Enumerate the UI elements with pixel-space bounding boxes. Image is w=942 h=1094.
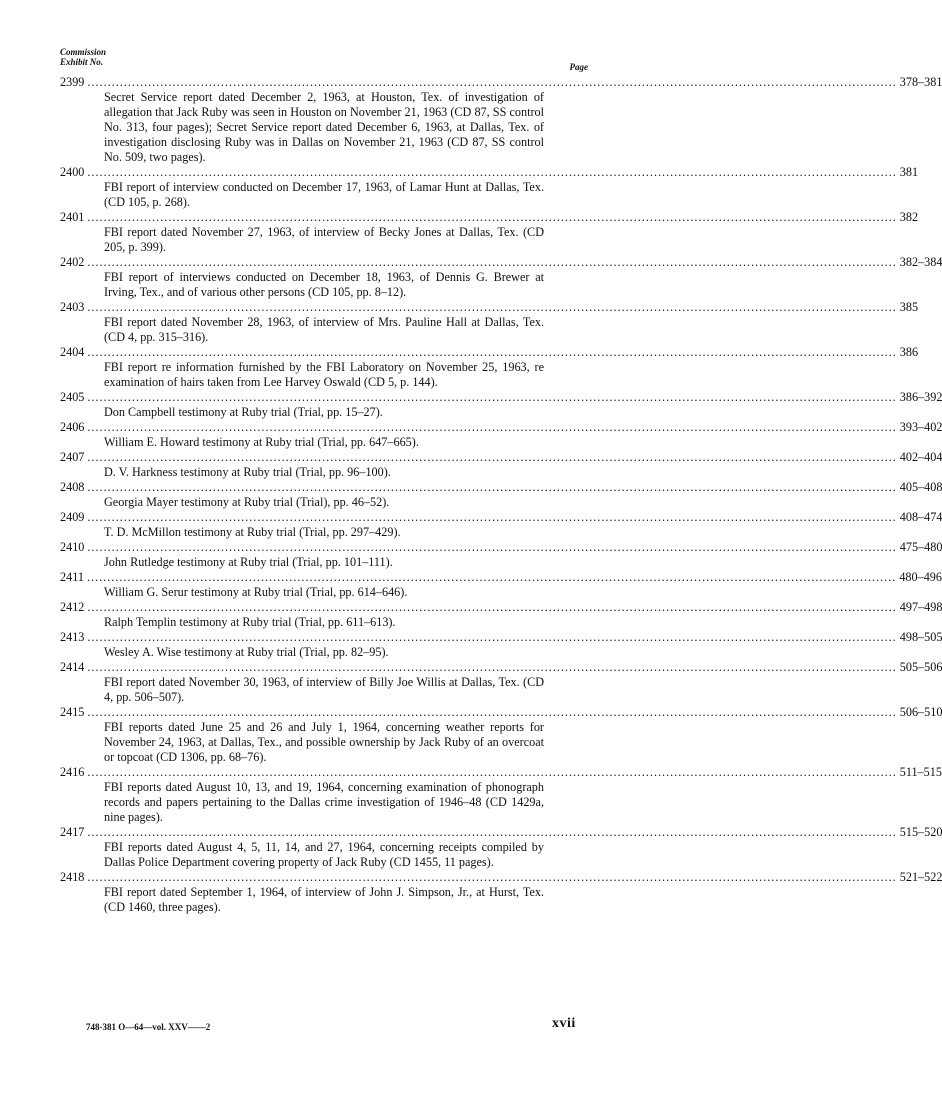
exhibit-number: 2410	[60, 540, 85, 554]
exhibit-number: 2401	[60, 210, 85, 224]
exhibit-number: 2408	[60, 480, 85, 494]
entry-heading-line	[60, 600, 942, 615]
page-reference: 480–496	[899, 570, 942, 584]
exhibit-number: 2411	[60, 570, 84, 584]
entry-heading-line	[60, 210, 919, 225]
dot-leader: ........................................................................................................................................................................................................	[87, 420, 897, 434]
page-reference: 505–506	[899, 660, 942, 674]
page-reference: 385	[899, 300, 919, 314]
page-reference: 386–392	[899, 390, 942, 404]
exhibit-entry	[60, 390, 942, 420]
exhibit-number: 2400	[60, 165, 85, 179]
page-reference: 382–384	[899, 255, 942, 269]
entry-heading-line	[60, 705, 942, 720]
dot-leader: ........................................................................................................................................................................................................	[87, 255, 897, 269]
entry-heading-line	[60, 420, 942, 435]
exhibit-description: FBI reports dated August 4, 5, 11, 14, and 27, 1964, concerning receipts compiled by Dallas Police Department covering property of Jack Ruby (CD 1455, 11 pages).	[104, 840, 544, 869]
exhibit-description: Don Campbell testimony at Ruby trial (Trial, pp. 15–27).	[104, 405, 383, 419]
entry-heading-line	[60, 480, 942, 495]
entry-heading-line	[60, 345, 919, 360]
exhibit-entry	[60, 165, 919, 210]
exhibit-description: William E. Howard testimony at Ruby trial (Trial, pp. 647–665).	[104, 435, 419, 449]
page-reference: 506–510	[899, 705, 942, 719]
exhibit-number: 2413	[60, 630, 85, 644]
exhibit-number: 2412	[60, 600, 85, 614]
dot-leader: ........................................................................................................................................................................................................	[87, 630, 897, 644]
dot-leader: ........................................................................................................................................................................................................	[87, 390, 897, 404]
exhibit-entry	[60, 255, 942, 300]
page-reference: 382	[899, 210, 919, 224]
exhibit-entry	[60, 705, 942, 765]
page-reference: 515–520	[899, 825, 942, 839]
dot-leader: ........................................................................................................................................................................................................	[87, 210, 897, 224]
entry-heading-line	[60, 825, 942, 840]
entry-heading-line	[60, 300, 919, 315]
exhibit-description: FBI report dated November 28, 1963, of interview of Mrs. Pauline Hall at Dallas, Tex. (CD 4, pp. 315–316).	[104, 315, 544, 344]
exhibit-number: 2417	[60, 825, 85, 839]
exhibit-description: D. V. Harkness testimony at Ruby trial (Trial, pp. 96–100).	[104, 465, 391, 479]
page-reference: 408–474	[899, 510, 942, 524]
exhibit-description: T. D. McMillon testimony at Ruby trial (Trial, pp. 297–429).	[104, 525, 401, 539]
page-reference: 386	[899, 345, 919, 359]
exhibit-column-heading	[60, 47, 588, 67]
entry-heading-line	[60, 570, 942, 585]
exhibit-entry	[60, 660, 942, 705]
dot-leader: ........................................................................................................................................................................................................	[87, 300, 897, 314]
dot-leader: ........................................................................................................................................................................................................	[87, 660, 897, 674]
page-reference: 393–402	[899, 420, 942, 434]
entry-heading-line	[60, 75, 942, 90]
index-page	[60, 47, 942, 915]
exhibit-entry	[60, 825, 942, 870]
exhibit-description: William G. Serur testimony at Ruby trial (Trial, pp. 614–646).	[104, 585, 408, 599]
exhibit-entry	[60, 210, 919, 255]
exhibit-description: FBI report re information furnished by the FBI Laboratory on November 25, 1963, re examination of hairs taken from Lee Harvey Oswald (CD 5, p. 144).	[104, 360, 544, 389]
exhibit-description: FBI report dated November 27, 1963, of interview of Becky Jones at Dallas, Tex. (CD 205, p. 399).	[104, 225, 544, 254]
dot-leader: ........................................................................................................................................................................................................	[87, 75, 897, 89]
entry-heading-line	[60, 870, 942, 885]
exhibit-entry	[60, 765, 942, 825]
exhibit-entry	[60, 870, 942, 915]
dot-leader: ........................................................................................................................................................................................................	[87, 870, 897, 884]
exhibit-description: FBI report of interview conducted on December 17, 1963, of Lamar Hunt at Dallas, Tex. (CD 105, p. 268).	[104, 180, 544, 209]
dot-leader: ........................................................................................................................................................................................................	[87, 705, 897, 719]
exhibit-description: Wesley A. Wise testimony at Ruby trial (Trial, pp. 82–95).	[104, 645, 389, 659]
dot-leader: ........................................................................................................................................................................................................	[87, 600, 897, 614]
entry-heading-line	[60, 450, 942, 465]
dot-leader: ........................................................................................................................................................................................................	[87, 510, 897, 524]
exhibit-heading-line2: Exhibit No.	[60, 57, 104, 67]
dot-leader: ........................................................................................................................................................................................................	[87, 540, 897, 554]
exhibit-number: 2415	[60, 705, 85, 719]
exhibit-entry	[60, 75, 942, 165]
page-reference: 405–408	[899, 480, 942, 494]
dot-leader: ........................................................................................................................................................................................................	[87, 345, 897, 359]
entry-heading-line	[60, 765, 942, 780]
dot-leader: ........................................................................................................................................................................................................	[87, 480, 897, 494]
exhibit-description: FBI reports dated August 10, 13, and 19, 1964, concerning examination of phonograph records and papers pertaining to the Dallas crime investigation of 1946–48 (CD 1429a, nine pages).	[104, 780, 544, 824]
entry-heading-line	[60, 165, 919, 180]
page-reference: 498–505	[899, 630, 942, 644]
exhibit-description: FBI report dated September 1, 1964, of interview of John J. Simpson, Jr., at Hurst, Tex. (CD 1460, three pages).	[104, 885, 544, 914]
page-column-heading: Page	[569, 62, 588, 72]
exhibit-entry	[60, 570, 942, 600]
page-header	[60, 47, 588, 75]
exhibit-entry	[60, 345, 919, 390]
page-reference: 402–404	[899, 450, 942, 464]
exhibit-entry	[60, 420, 942, 450]
exhibit-entry	[60, 540, 942, 570]
exhibit-entry	[60, 450, 942, 480]
dot-leader: ........................................................................................................................................................................................................	[87, 765, 897, 779]
exhibit-number: 2403	[60, 300, 85, 314]
exhibit-heading-line1: Commission	[60, 47, 107, 57]
exhibit-entry	[60, 600, 942, 630]
exhibit-entry	[60, 630, 942, 660]
exhibit-list	[60, 75, 942, 915]
page-reference: 475–480	[899, 540, 942, 554]
exhibit-description: FBI report dated November 30, 1963, of interview of Billy Joe Willis at Dallas, Tex. (CD 4, pp. 506–507).	[104, 675, 544, 704]
entry-heading-line	[60, 540, 942, 555]
page-reference: 521–522	[899, 870, 942, 884]
exhibit-number: 2405	[60, 390, 85, 404]
dot-leader: ........................................................................................................................................................................................................	[87, 450, 897, 464]
page-folio: xvii	[552, 1016, 576, 1031]
dot-leader: ........................................................................................................................................................................................................	[87, 825, 897, 839]
exhibit-number: 2414	[60, 660, 85, 674]
exhibit-entry	[60, 300, 919, 345]
exhibit-number: 2404	[60, 345, 85, 359]
exhibit-description: FBI reports dated June 25 and 26 and July 1, 1964, concerning weather reports for November 24, 1963, at Dallas, Tex., and possible ownership by Jack Ruby of an overcoat or topcoat (CD 1306, pp. 68–76).	[104, 720, 544, 764]
exhibit-description: Georgia Mayer testimony at Ruby trial (Trial), pp. 46–52).	[104, 495, 390, 509]
print-code: 748-381 O—64—vol. XXV——2	[86, 1022, 211, 1032]
exhibit-number: 2418	[60, 870, 85, 884]
dot-leader: ........................................................................................................................................................................................................	[86, 570, 897, 584]
exhibit-number: 2416	[60, 765, 85, 779]
exhibit-number: 2406	[60, 420, 85, 434]
exhibit-entry	[60, 480, 942, 510]
page-reference: 511–515	[899, 765, 942, 779]
exhibit-number: 2409	[60, 510, 85, 524]
entry-heading-line	[60, 390, 942, 405]
exhibit-number: 2399	[60, 75, 85, 89]
exhibit-description: Ralph Templin testimony at Ruby trial (Trial, pp. 611–613).	[104, 615, 396, 629]
exhibit-number: 2402	[60, 255, 85, 269]
exhibit-description: John Rutledge testimony at Ruby trial (Trial, pp. 101–111).	[104, 555, 393, 569]
page-reference: 381	[899, 165, 919, 179]
exhibit-number: 2407	[60, 450, 85, 464]
entry-heading-line	[60, 255, 942, 270]
page-reference: 497–498	[899, 600, 942, 614]
entry-heading-line	[60, 630, 942, 645]
entry-heading-line	[60, 660, 942, 675]
dot-leader: ........................................................................................................................................................................................................	[87, 165, 897, 179]
exhibit-description: FBI report of interviews conducted on December 18, 1963, of Dennis G. Brewer at Irving, Tex., and of various other persons (CD 105, pp. 8–12).	[104, 270, 544, 299]
page-reference: 378–381	[899, 75, 942, 89]
entry-heading-line	[60, 510, 942, 525]
exhibit-entry	[60, 510, 942, 540]
exhibit-description: Secret Service report dated December 2, 1963, at Houston, Tex. of investigation of allegation that Jack Ruby was seen in Houston on November 21, 1963 (CD 87, SS control No. 313, four pages); Secret Service report dated December 6, 1963, at Dallas, Tex. of investigation disclosing Ruby was in Dallas on November 21, 1963 (CD 87, SS control No. 509, two pages).	[104, 90, 544, 164]
